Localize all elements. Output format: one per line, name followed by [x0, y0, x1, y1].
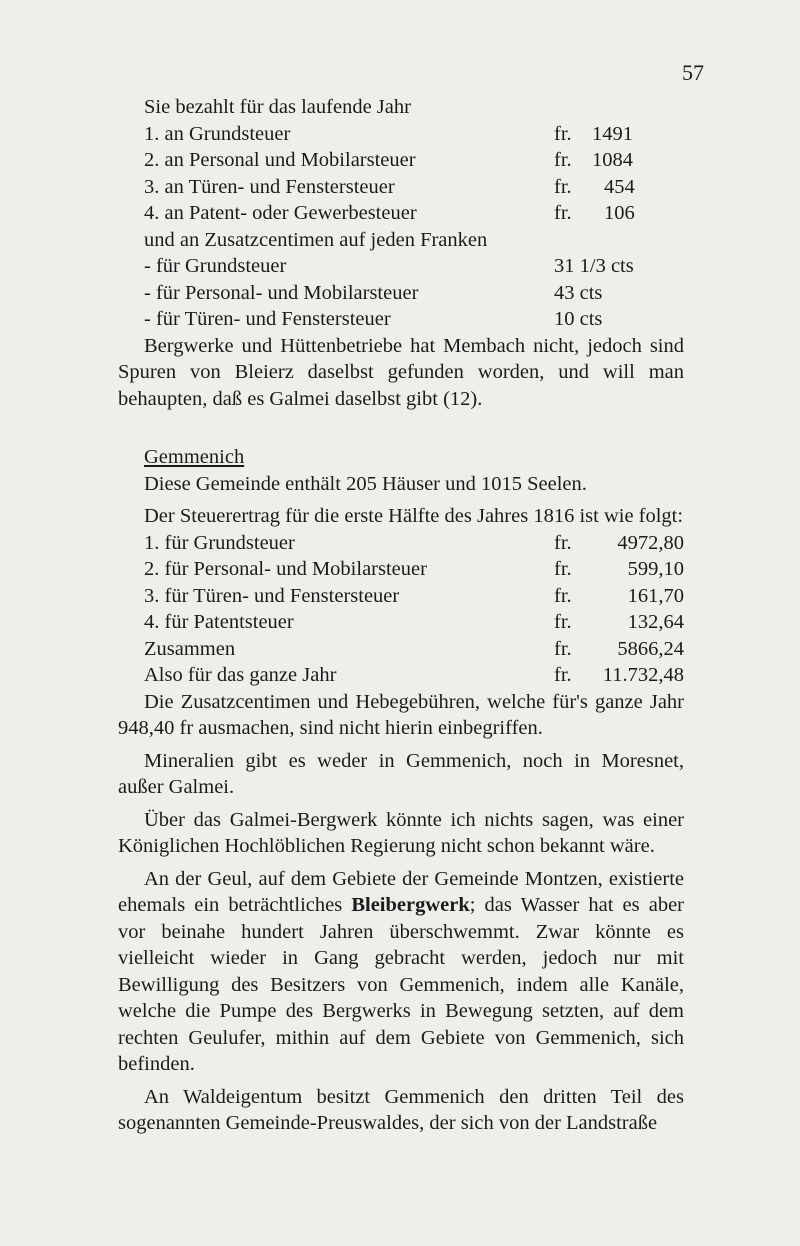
centimes-value: 31 1/3 cts [554, 255, 634, 277]
tax-amount: 1491 [592, 122, 633, 145]
tax-currency: fr. [554, 122, 572, 145]
geul-paragraph [118, 866, 684, 1078]
tax-row [118, 147, 684, 174]
geul-text-before: An der Geul, auf dem Gebiete der Gemeinde Montzen, existierte ehemals ein beträchtliches [118, 867, 684, 916]
tax-row [118, 609, 684, 636]
centimes-label: - für Personal- und Mobilarsteuer [144, 281, 419, 304]
tax-amount: 599,10 [627, 558, 684, 580]
section-heading-gemmenich: Gemmenich [144, 446, 245, 468]
gemmenich-tax-table [118, 530, 684, 689]
page-content [118, 94, 684, 1137]
centimes-label: - für Türen- und Fenstersteuer [144, 308, 391, 330]
tax-currency: fr. [554, 149, 572, 171]
tax-amount: 4972,80 [617, 531, 684, 554]
tax-currency: fr. [554, 637, 572, 660]
centimes-value: 10 cts [554, 308, 603, 330]
membach-tax-table [118, 121, 684, 227]
tax-currency: fr. [554, 611, 572, 633]
tax-currency: fr. [554, 584, 572, 607]
tax-row [118, 174, 684, 201]
geul-bold-term: Bleibergwerk [351, 894, 470, 916]
gemmenich-population: Diese Gemeinde enthält 205 Häuser und 1015 Seelen. [144, 472, 587, 495]
tax-currency: fr. [554, 558, 572, 580]
centimes-row [118, 280, 684, 307]
tax-amount: 161,70 [627, 584, 684, 607]
tax-label: 3. für Türen- und Fenstersteuer [144, 584, 400, 607]
tax-row-total [118, 636, 684, 663]
tax-currency: fr. [554, 202, 572, 224]
tax-amount: 5866,24 [617, 637, 684, 660]
tax-label: 4. für Patentsteuer [144, 611, 294, 633]
tax-label: Also für das ganze Jahr [144, 664, 337, 686]
tax-amount: 11.732,48 [602, 664, 684, 686]
tax-currency: fr. [554, 175, 572, 198]
membach-mining-paragraph: Bergwerke und Hüttenbetriebe hat Membach nicht, jedoch sind Spuren von Bleierz daselbst gefunden worden, und will man behaupten, daß es Galmei daselbst gibt (12). [118, 334, 684, 410]
tax-label: 2. an Personal und Mobilarsteuer [144, 149, 416, 171]
geul-text-after: ; das Wasser hat es aber vor beinahe hundert Jahren überschwemmt. Zwar könnte es vielleicht wieder in Gang gebracht werden, jedoch nur mit Bewilligung des Besitzers von Gemmenich, indem alle Kanäle, welche die Pumpe des Bergwerks in Bewegung setzten, auf dem rechten Geulufer, mithin auf dem Gebiete von Gemmenich, sich befinden. [118, 894, 684, 1075]
gemmenich-tax-intro: Der Steuerertrag für die erste Hälfte des Jahres 1816 ist wie folgt: [144, 505, 684, 527]
tax-row [118, 583, 684, 610]
forest-paragraph: An Waldeigentum besitzt Gemmenich den dritten Teil des sogenannten Gemeinde-Preuswaldes, der sich von der Landstraße [118, 1085, 684, 1134]
tax-amount: 132,64 [627, 611, 684, 633]
tax-label: 1. an Grundsteuer [144, 122, 291, 145]
centimes-intro: und an Zusatzcentimen auf jeden Franken [144, 228, 488, 251]
tax-amount: 454 [604, 175, 635, 198]
tax-row [118, 121, 684, 148]
tax-amount: 1084 [592, 149, 633, 171]
centimes-row [118, 306, 684, 333]
page-number: 57 [682, 60, 704, 85]
tax-label: 2. für Personal- und Mobilarsteuer [144, 558, 427, 580]
tax-row [118, 530, 684, 557]
tax-row [118, 200, 684, 227]
membach-intro: Sie bezahlt für das laufende Jahr [144, 96, 411, 118]
tax-currency: fr. [554, 664, 572, 686]
centimes-table [118, 253, 684, 333]
centimes-paragraph: Die Zusatzcentimen und Hebegebühren, welche für's ganze Jahr 948,40 fr ausmachen, sind nicht hierin einbegriffen. [118, 690, 684, 739]
tax-row-annual [118, 662, 684, 689]
centimes-label: - für Grundsteuer [144, 255, 287, 277]
minerals-paragraph: Mineralien gibt es weder in Gemmenich, noch in Moresnet, außer Galmei. [118, 749, 684, 798]
tax-label: 1. für Grundsteuer [144, 531, 295, 554]
galmei-paragraph: Über das Galmei-Bergwerk könnte ich nichts sagen, was einer Königlichen Hochlöblichen Regierung nicht schon bekannt wäre. [118, 808, 684, 857]
tax-label: 4. an Patent- oder Gewerbesteuer [144, 202, 417, 224]
tax-row [118, 556, 684, 583]
centimes-row [118, 253, 684, 280]
tax-label: 3. an Türen- und Fenstersteuer [144, 175, 395, 198]
tax-amount: 106 [604, 202, 635, 224]
tax-currency: fr. [554, 531, 572, 554]
tax-label: Zusammen [144, 637, 236, 660]
centimes-value: 43 cts [554, 281, 603, 304]
